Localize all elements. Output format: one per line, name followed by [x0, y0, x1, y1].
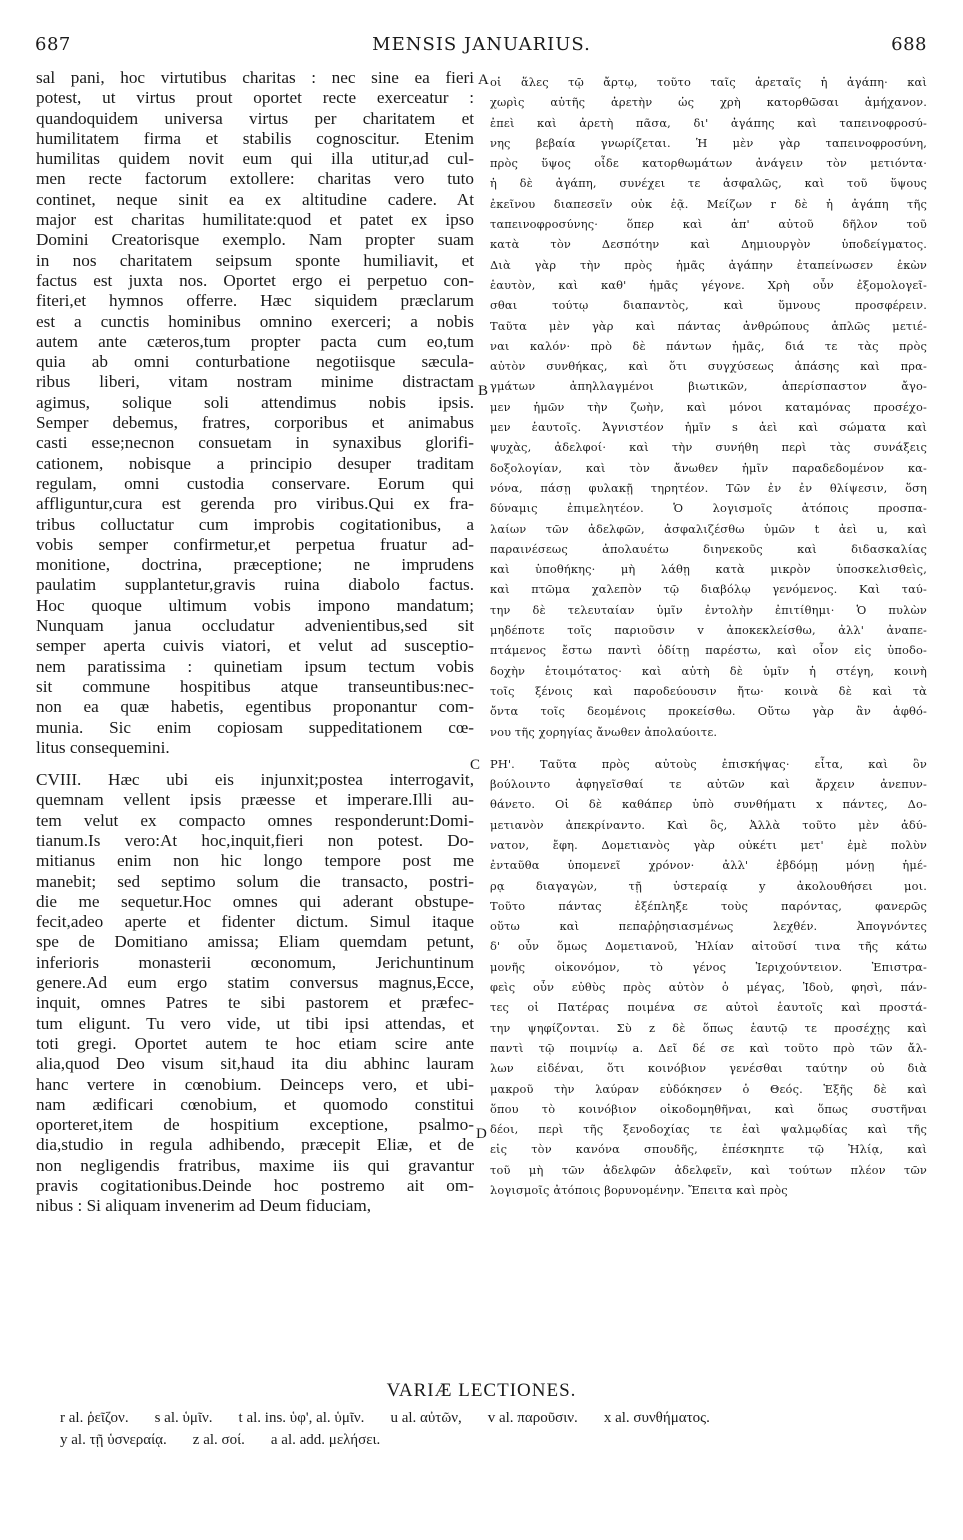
variant-note: u al. αὐτῶν, [390, 1410, 462, 1426]
greek-text-line: βούλοιντο ἀφηγεῖσθαί τε αὐτῶν καὶ ἄρχειν ἀνεπυν- [490, 777, 927, 792]
greek-text-line: ἑαυτὸν, καὶ καθ' ἡμᾶς γέγονε. Χρὴ οὖν ἐξομολογεῖ- [490, 277, 927, 292]
latin-text-line: sal pani, hoc virtutibus charitas : nec sine ea fieri [36, 68, 474, 87]
latin-text-line: mitianus enim non hic longo tempore post me [36, 851, 474, 871]
latin-text-line: spe de Domitiano amissa; Eliam quemdam petunt, [36, 932, 474, 952]
variant-note: x al. συνθήματος. [603, 1410, 710, 1426]
latin-text-line: regulam, omni custodia conservare. Eorum qui [36, 473, 474, 493]
latin-column [36, 68, 474, 1217]
greek-column [490, 72, 927, 1200]
greek-text-line: την ψηφίζονται. Σὺ z δὲ ὅπως ἑαυτῷ τε προσέχῃς καὶ [490, 1020, 927, 1035]
latin-text-line: est a cunctis hominibus omnino exerceri; a nobis [36, 311, 474, 331]
latin-text-line: tianum.Is vero:At hoc,inquit,fieri non potest. Do- [36, 830, 474, 850]
latin-text-line: pravis cogitationibus.Deinde hoc postremo ait om- [36, 1176, 474, 1196]
latin-text-line: paulatim supplantetur,gravis ruina diabolo factus. [36, 575, 474, 595]
latin-text-line: quia ab omni conturbatione negotiisque sæcula- [36, 352, 474, 372]
latin-text-line: cationem, nobisque a principio desuper traditam [36, 453, 474, 473]
latin-text-line: nam ædificari cœnobium, et quomodo constitui [36, 1094, 474, 1114]
greek-text-line: μεν ἑαυτοῖς. Ἁγνιστέον ἡμῖν s ἀεὶ καὶ σώματα καὶ [490, 420, 927, 435]
greek-text-line: τοῦ μὴ τῶν ἀδελφῶν ἀδελφεῖν, καὶ τούτων πλέον τῶν [490, 1162, 927, 1177]
latin-text-line: alia,quod Deo visum sit,haud ita diu abhinc lauram [36, 1054, 474, 1074]
greek-text-line: ἡ δὲ ἀγάπη, συνέχει τε ἀσφαλῶς, καὶ τοῦ ὕψους [490, 176, 927, 191]
greek-text-line: ναι καλόν· πρὸ δὲ πάντων ἡμᾶς, διά τε τὰς πρὸς [490, 338, 927, 353]
greek-text-line: πτάμενος ἔστω παντὶ ὁδίτῃ παρέστω, καὶ οἷον εἰς ὑποδο- [490, 643, 927, 658]
variant-note: v al. παροῦσιν. [487, 1410, 578, 1426]
latin-text-line: manebit; sed septimo solum die transacto, postri- [36, 871, 474, 891]
latin-text-line: tem velut ex compacto omnes responderunt:Domi- [36, 810, 474, 830]
greek-text-line: δοχὴν ἑτοιμότατος· καὶ αὐτὴ δὲ ὑμῖν ἡ στέγη, κοινὴ [490, 663, 927, 678]
greek-text-line: ΡΗ'. Ταῦτα πρὸς αὐτοὺς ἐπισκήψας· εἶτα, καὶ ὃν [490, 756, 927, 771]
latin-text-line: quemnam vellent ipsis præesse et imperare.Illi au- [36, 790, 474, 810]
latin-text-line: nem paratissima : quinetiam ipsum tectum vobis [36, 656, 474, 676]
greek-text-line: νόνα, πάσῃ φυλακῇ τηρητέον. Τῶν ἐν ἐν θλίψεσιν, ὅση [490, 480, 927, 495]
greek-text-line: νου τῆς χορηγίας ἄνωθεν ἀπολαύοιτε. [490, 724, 718, 739]
greek-text-line: σθαι τούτῳ διαπαντὸς, καὶ ὕμνους προσφέρειν. [490, 298, 927, 313]
latin-text-line: fecit,adeo aperte et fidenter dictum. Simul itaque [36, 912, 474, 932]
variant-note: t al. ins. ὑφ', al. ὑμῖν. [238, 1410, 365, 1426]
latin-text-line: non negligendis fratribus, maxime iis qui gravantur [36, 1155, 474, 1175]
greek-text-line: παραινέσεως ἀπολαυέτω διηνεκοῦς καὶ διδασκαλίας [490, 541, 927, 556]
latin-text-line: non ea quæ habetis, egentibus proponantur com- [36, 697, 474, 717]
latin-text-line: Domini Creatorisque exemplo. Nam propter suam [36, 230, 474, 250]
latin-text-line: vobis semper confirmetur,et perpetua fruatur ad- [36, 534, 474, 554]
variant-note: z al. σοί. [192, 1432, 245, 1448]
latin-text-line: casti esse;necnon consuetam in synaxibus glorifi- [36, 433, 474, 453]
greek-text-line: μονῆς οἰκονόμον, τὸ γένος Ἱεριχούντειον. Ἐπιστρα- [490, 959, 927, 974]
greek-text-line: ταπεινοφροσύνης· ὅπερ καὶ ἀπ' αὐτοῦ δῆλον τοῦ [490, 217, 927, 232]
greek-text-line: γμάτων ἀπηλλαγμένοι βιωτικῶν, ἀπερίσπαστον ἄγο- [490, 379, 927, 394]
greek-text-line: κατὰ τὸν Δεσπότην καὶ Δημιουργὸν ὑποδείγματος. [490, 237, 927, 252]
greek-text-line: τες οἱ Πατέρας ποιμένα σε αὐτοὶ ἑαυτοῖς καὶ προστά- [490, 1000, 927, 1015]
latin-text-line: die me sequetur.Hoc omnes qui aderant obstupe- [36, 891, 474, 911]
greek-text-line: μηδέποτε τοῖς παριοῦσιν v ἀποκεκλείσθω, ἀλλ' ἀναπε- [490, 623, 927, 638]
greek-text-line: ὅπου τὸ κοινόβιον οἰκοδομηθῆναι, καὶ ὅπως συστῆναι [490, 1101, 927, 1116]
variant-note: s al. ὑμῖν. [154, 1410, 213, 1426]
greek-text-line: Ταῦτα μὲν γὰρ καὶ πάντας ἀνθρώπους ἁπλῶς μετιέ- [490, 318, 927, 333]
variant-note: a al. add. μελήσει. [270, 1432, 381, 1448]
greek-text-line: δοξολογίαν, καὶ τὸν ἄνωθεν ἡμῖν παραδεδομένον κα- [490, 460, 927, 475]
greek-text-line: μακροῦ τὴν λαύραν εὐδόκησεν ὁ Θεός. Ἑξῆς δὲ καὶ [490, 1081, 927, 1096]
running-title: MENSIS JANUARIUS. [372, 34, 591, 55]
greek-text-line: οἱ ἅλες τῷ ἄρτῳ, τοῦτο ταῖς ἀρεταῖς ἡ ἀγάπη· καὶ [490, 75, 927, 89]
latin-text-line: humilitatem firma et stabilis cognoscitur. Etenim [36, 128, 474, 148]
greek-text-line: θάνετο. Οἱ δὲ καθάπερ ὑπὸ συνθήματι x πάντες, Δο- [490, 797, 927, 812]
greek-text-line: την δὲ τελευταίαν ὑμῖν ἐντολὴν ἐπιτίθημι· Ὁ πυλὼν [490, 602, 927, 617]
greek-text-line: ρᾳ διαγαγὼν, τῇ ὑστεραίᾳ y ἀκολουθήσει μοι. [490, 878, 927, 893]
latin-text-line: nibus : Si aliquam invenerim ad Deum fiduciam, [36, 1196, 372, 1216]
greek-text-line: ἐπεὶ καὶ ἀρετὴ πᾶσα, δι' ἀγάπης καὶ ταπεινοφροσύ- [490, 115, 927, 130]
latin-text-line: oporteret,item de hospitium exceptione, psalmo- [36, 1115, 474, 1135]
greek-text-line: Τοῦτο πάντας ἐξέπληξε τοὺς παρόντας, φανερῶς [490, 898, 927, 913]
variant-note: y al. τῇ ὑσνεραίᾳ. [60, 1432, 167, 1448]
latin-text-line: quandoquidem universa virtus per charitatem et [36, 108, 474, 128]
greek-text-line: χωρὶς αὐτῆς ἀρετὴν ὡς χρὴ κατορθῶσαι ἀμήχανον. [490, 95, 927, 110]
latin-text-line: CVIII. Hæc ubi eis injunxit;postea interrogavit, [36, 770, 474, 790]
variae-lectiones-heading: VARIÆ LECTIONES. [386, 1380, 577, 1401]
latin-text-line: litus consequemini. [36, 737, 170, 757]
greek-paragraph-gap [490, 742, 927, 754]
page-number-right: 688 [891, 34, 927, 55]
greek-text-line: μετιανὸν ἀπεκρίναντο. Καὶ ὃς, Ἀλλὰ τοῦτο μὲν ἀδύ- [490, 817, 927, 832]
latin-text-line: autem ante cæteros,tum propter pacta cum eo,tum [36, 331, 474, 351]
latin-text-line: humilitas quidem novit eum qui illa utitur,ad cul- [36, 149, 474, 169]
latin-text-line: ribus liberi, vitam nostram minime distractam [36, 372, 474, 392]
variant-note: r al. ῥεῖζον. [60, 1410, 129, 1426]
greek-text-line: λαίων τῶν ἀδελφῶν, ἀσφαλιζέσθω ὑμῶν t ἀεὶ u, καὶ [490, 521, 927, 536]
latin-text-line: toti gregi. Oportet autem te hoc etiam scire ante [36, 1033, 474, 1053]
latin-text-line: inferioris monasterii œconomum, Jerichuntinum [36, 952, 474, 972]
greek-text-line: ἐκεῖνου διαπεσεῖν οὐκ ἐᾷ. Μείζων r δὲ ἡ ἀγάπη τῆς [490, 196, 927, 211]
latin-text-line: factus est juxta nos. Oportet ergo ei perpetuo con- [36, 270, 474, 290]
greek-text-line: αὐτὸν συνθήκας, καὶ ὅτι συγχύσεως ἁπάσης καὶ πρα- [490, 359, 927, 374]
greek-text-line: ἐνταῦθα ὑπομενεῖ χρόνον· ἀλλ' ἑβδόμῃ μόνῃ ἡμέ- [490, 858, 927, 873]
latin-text-line: affliguntur,cura est gerenda pro viribus.Qui ex fra- [36, 494, 474, 514]
greek-text-line: λογισμοῖς ἀτόποις βορυνομένην. Ἔπειτα καὶ πρὸς [490, 1183, 788, 1198]
latin-text-line: continet, neque sinit ea ex altitudine cadere. At [36, 189, 474, 209]
greek-text-line: παντὶ τῷ ποιμνίῳ a. Δεῖ δέ σε καὶ τοῦτο πρὸ τῶν ἄλ- [490, 1040, 927, 1055]
latin-text-line: Hoc quoque ultimum vobis impono mandatum; [36, 595, 474, 615]
latin-paragraph-gap [36, 758, 474, 770]
variant-notes-line-1 [60, 1410, 920, 1427]
greek-text-line: δ' οὖν ὅμως Δομετιανοῦ, Ἠλίαν αἰτοῦσί τινα τῆς κάτω [490, 939, 927, 954]
page-number-left: 687 [35, 34, 71, 55]
greek-text-line: λων εἰδέναι, ὅτι κοινόβιον γενέσθαι ταύτην οὐ διὰ [490, 1061, 927, 1076]
latin-text-line: fiteri,et hymnos offerre. Hæc siquidem præclarum [36, 291, 474, 311]
latin-text-line: Semper debemus, fratres, corporibus et animabus [36, 413, 474, 433]
latin-text-line: sit commune hospitibus atque transeuntibus:nec- [36, 676, 474, 696]
greek-text-line: μεν ἡμῶν τὴν ζωὴν, καὶ μόνοι καταμόνας προσέχο- [490, 399, 927, 414]
latin-text-line: agimus, solique soli attendimus nobis ipsis. [36, 392, 474, 412]
latin-text-line: hanc vertere in cœnobium. Deinceps vero, et ubi- [36, 1074, 474, 1094]
greek-text-line: καὶ ὑποθήκης· μὴ λάθῃ κατὰ μικρὸν ὑποσκελισθεὶς, [490, 562, 927, 577]
greek-text-line: πρὸς ὕψος οἶδε κατορθωμάτων ἀνάγειν τὸν μετιόντα· [490, 156, 927, 171]
margin-marker-c: C [470, 757, 481, 773]
latin-text-line: tribus colluctatur cum improbis cogitationibus, a [36, 514, 474, 534]
greek-text-line: δύναμις ἐπιμελητέον. Ὁ λογισμοῖς ἀτόποις προσπα- [490, 501, 927, 516]
margin-marker-d: D [476, 1126, 487, 1142]
greek-text-line: καὶ πτῶμα χαλεπὸν τῷ διαβόλῳ γενόμενος. Καὶ ταύ- [490, 582, 927, 597]
greek-text-line: νης βεβαία γνωρίζεται. Ἡ μὲν γὰρ ταπεινοφροσύνη, [490, 135, 927, 150]
latin-text-line: men recte factorum extollere: charitas vero tuto [36, 169, 474, 189]
latin-text-line: Nunquam janua occludatur advenientibus,sed sit [36, 616, 474, 636]
greek-text-line: δέοι, περὶ τῆς ξενοδοχίας τε ἐαὶ ψαλμῳδίας καὶ τῆς [490, 1122, 927, 1137]
greek-text-line: φεὶς οὖν εὐθὺς πρὸς αὐτὸν ὁ μέγας, Ἰδοὺ, φησὶ, πάν- [490, 980, 927, 995]
variant-notes-line-2 [60, 1432, 920, 1449]
greek-text-line: οὕτω καὶ πεπαῤῥησιασμένως λεχθέν. Ἀπογνόντες [490, 919, 927, 934]
latin-text-line: genere.Ad eum ergo statim conversus magnus,Ecce, [36, 973, 474, 993]
greek-text-line: Διὰ γὰρ τὴν πρὸς ἡμᾶς ἀγάπην ἐταπείνωσεν ἑκὼν [490, 257, 927, 272]
latin-text-line: dia,studio in regula adhibendo, præcepit Eliæ, et de [36, 1135, 474, 1155]
greek-text-line: ὄντα τοῖς δεομένοις προκείσθω. Οὕτω γὰρ ἂν ἀφθό- [490, 704, 927, 719]
margin-marker-a: A [478, 72, 489, 88]
latin-text-line: in nos charitatem seipsum sponte humiliavit, et [36, 250, 474, 270]
latin-text-line: munia. Sic enim copiosam suppeditationem cœ- [36, 717, 474, 737]
latin-text-line: semper aperta cuivis viatori, et velut ad susceptio- [36, 636, 474, 656]
latin-text-line: tum eligunt. Tu vero vide, ut tibi ipsi attendas, et [36, 1013, 474, 1033]
latin-text-line: inquit, omnes Patres te sibi pastorem et præfec- [36, 993, 474, 1013]
greek-text-line: εἰς τὸν κανόνα σπουδῆς, ἐπέσκηπτε τῷ Ἠλίᾳ, καὶ [490, 1142, 927, 1157]
margin-marker-b: B [478, 383, 489, 399]
latin-text-line: potest, ut virtus prout oportet recte exerceatur : [36, 88, 474, 108]
latin-text-line: major est charitas humilitate:quod et patet ex ipso [36, 210, 474, 230]
greek-text-line: τοῖς ξένοις καὶ παροδεύουσιν ἤτω· κοινὰ δὲ καὶ τὰ [490, 683, 927, 698]
latin-text-line: monitione, doctrina, præceptione; ne imprudens [36, 555, 474, 575]
greek-text-line: ψυχὰς, ἀδελφοί· καὶ τὴν συνήθη περὶ τὰς συνάξεις [490, 440, 927, 455]
greek-text-line: νατον, ἔφη. Δομετιανὸς γὰρ οὐκέτι μετ' ἐμὲ πολὺν [490, 837, 927, 852]
